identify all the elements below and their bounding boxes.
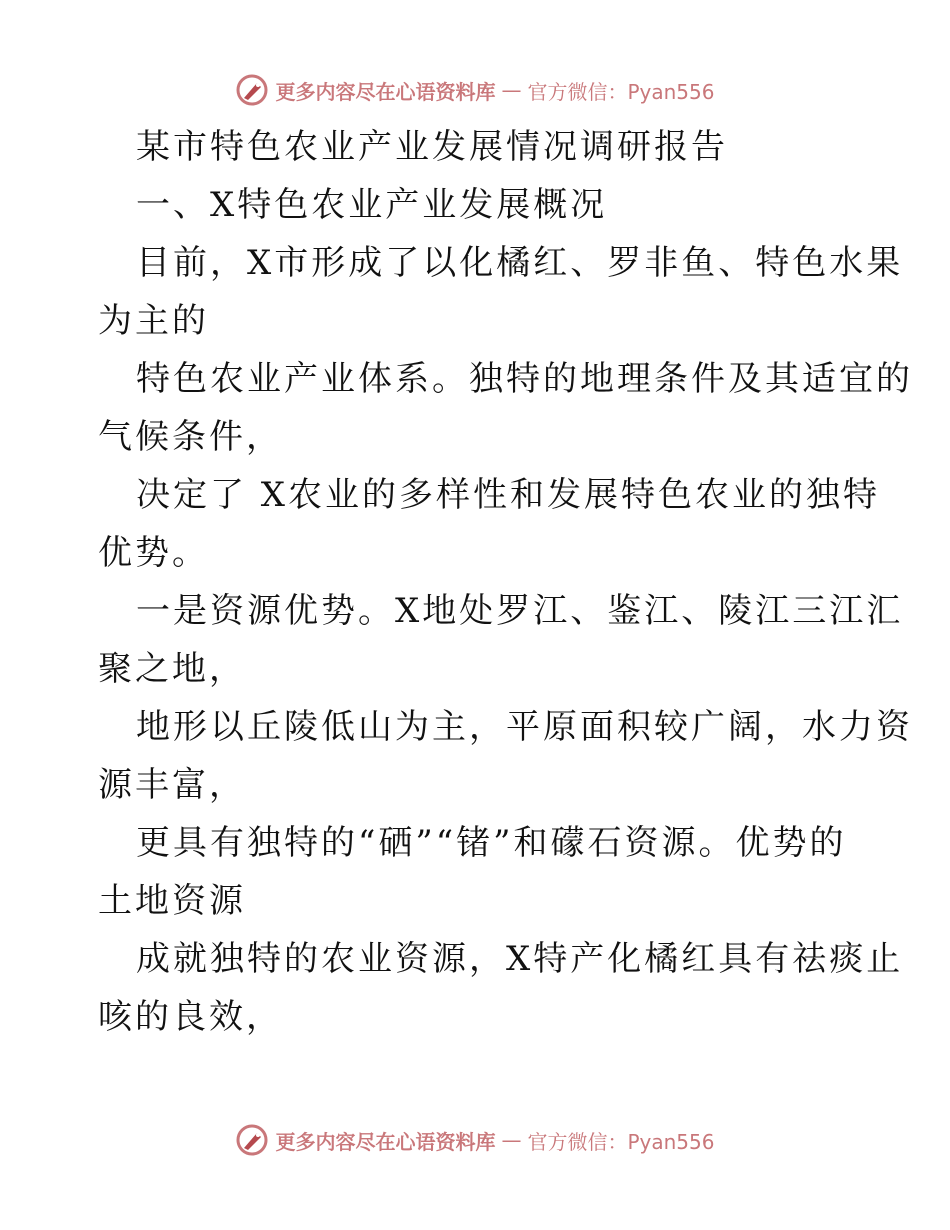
- section-heading: 一、X特色农业产业发展概况: [136, 185, 608, 225]
- header-watermark: [0, 70, 950, 110]
- paragraph-line: 咳的良效，: [98, 997, 283, 1037]
- paragraph-line: 优势。: [98, 533, 209, 573]
- document-body: [98, 118, 913, 1046]
- paragraph-line: 成就独特的农业资源，X特产化橘红具有祛痰止: [136, 939, 904, 979]
- watermark-text: 更多内容尽在心语资料库: [275, 79, 496, 104]
- document-title: 某市特色农业产业发展情况调研报告: [136, 127, 728, 167]
- paragraph-line: 气候条件，: [98, 417, 283, 457]
- paragraph-line: 聚之地，: [98, 649, 246, 689]
- paragraph-line: 特色农业产业体系。独特的地理条件及其适宜的: [136, 359, 913, 399]
- paragraph-line: 土地资源: [98, 881, 246, 921]
- footer-watermark: [0, 1120, 950, 1160]
- watermark-separator: —: [501, 1128, 522, 1152]
- paragraph-line: 目前，X市形成了以化橘红、罗非鱼、特色水果: [136, 243, 904, 283]
- watermark-separator: —: [501, 78, 522, 102]
- paragraph-line: 地形以丘陵低山为主，平原面积较广阔，水力资: [136, 707, 913, 747]
- paragraph-line: 决定了 X农业的多样性和发展特色农业的独特: [136, 475, 881, 515]
- paragraph-line: 更具有独特的“硒”“锗”和礞石资源。优势的: [136, 823, 847, 863]
- pen-nib-icon: [235, 73, 269, 107]
- paragraph-line: 一是资源优势。X地处罗江、鉴江、陵江三江汇: [136, 591, 904, 631]
- watermark-wechat: 官方微信：Pyan556: [527, 1129, 715, 1154]
- paragraph-line: 为主的: [98, 301, 209, 341]
- watermark-text: 更多内容尽在心语资料库: [275, 1129, 496, 1154]
- pen-nib-icon: [235, 1123, 269, 1157]
- watermark-wechat: 官方微信：Pyan556: [527, 79, 715, 104]
- paragraph-line: 源丰富，: [98, 765, 246, 805]
